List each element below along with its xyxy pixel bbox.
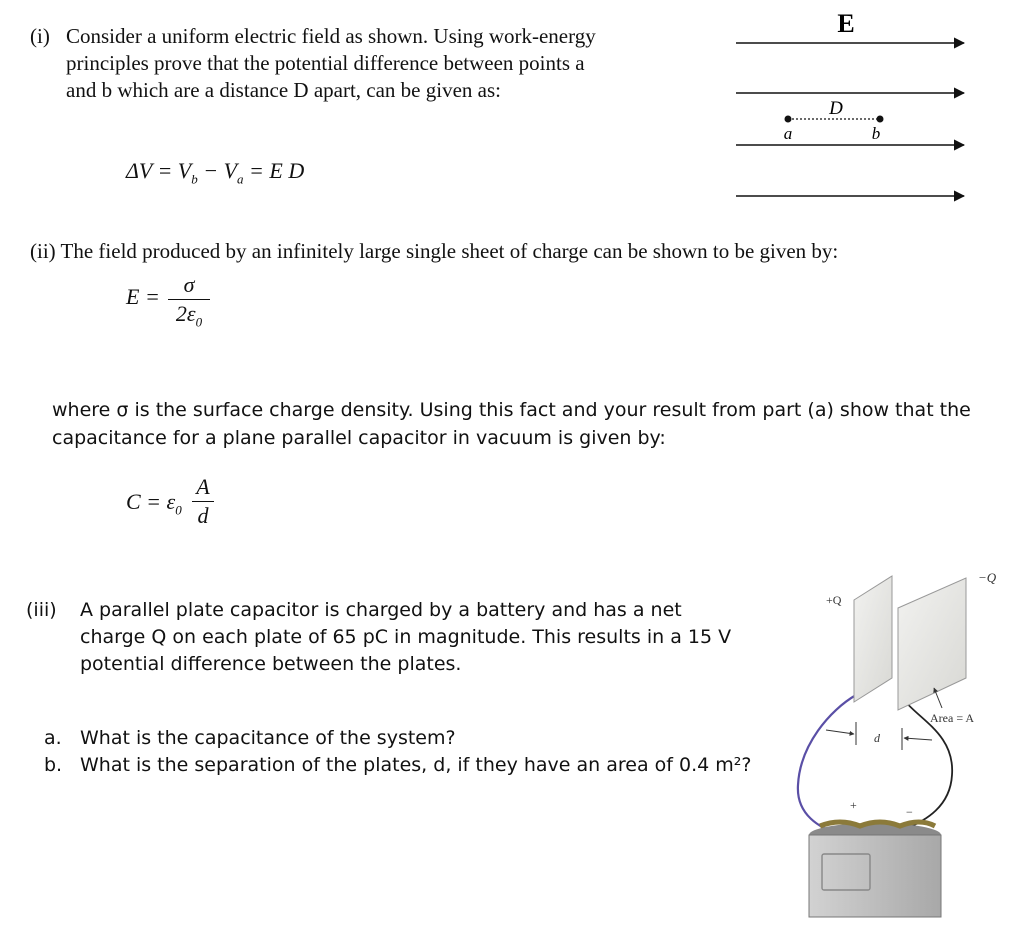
capacitance-fraction [192,474,214,529]
question-b-text: What is the separation of the plates, d, if they have an area of 0.4 m²? [80,754,752,776]
positive-wire [798,695,856,835]
distance-label-D: D [829,98,843,119]
part1-line2: principles prove that the potential difference between points a [66,51,585,75]
negative-plate [898,578,966,710]
separation-label-d: d [874,731,880,745]
part3-line1: A parallel plate capacitor is charged by a battery and has a net [80,599,682,621]
area-label: Area = A [930,711,975,725]
potential-difference-equation: $\Delta V = V_b - V_a = E$ D [126,158,305,187]
point-a [785,116,792,123]
question-a-label: a. [44,727,62,749]
capacitance-eq-denominator: d [197,503,209,528]
part1-line1: Consider a uniform electric field as shown. Using work-energy [66,24,596,48]
part2-text-line1: where σ is the surface charge density. Using this fact and your result from part (a) show that the [52,399,971,421]
point-b [877,116,884,123]
separation-arrow-left [826,730,854,734]
minus-q-label: −Q [978,570,997,585]
part2-text-line2: capacitance for a plane parallel capacitor in vacuum is given by: [52,427,666,449]
question-a-text: What is the capacitance of the system? [80,727,456,749]
part1-number: (i) [30,24,50,48]
capacitance-eq-lhs: $C = \varepsilon_0$ [126,489,182,518]
battery [809,835,941,917]
field-fraction [168,272,210,335]
electric-field-diagram [730,0,970,215]
part3-line2: charge Q on each plate of 65 pC in magnitude. This results in a 15 V [80,626,732,648]
point-label-a: a [783,124,793,143]
part2-intro: (ii) The field produced by an infinitely large single sheet of charge can be shown to be given by: [30,239,839,263]
point-label-b: b [871,124,881,143]
question-b-label: b. [44,754,63,776]
field-eq-denominator: $2\varepsilon_0$ [175,301,203,330]
battery-minus-terminal: − [906,805,913,819]
field-eq-lhs: E = [126,284,160,309]
field-label-E: E [837,9,855,38]
part1-line3: and b which are a distance D apart, can be given as: [66,78,501,102]
separation-arrow-right [904,738,932,740]
part3-number: (iii) [26,599,57,621]
battery-plus-terminal: + [850,798,857,812]
capacitance-eq-numerator: A [196,474,210,499]
plus-q-label: +Q [826,593,842,607]
capacitor-diagram [770,560,1010,930]
part3-line3: potential difference between the plates. [80,653,462,675]
field-eq-numerator: σ [183,272,195,297]
positive-plate [854,576,892,702]
